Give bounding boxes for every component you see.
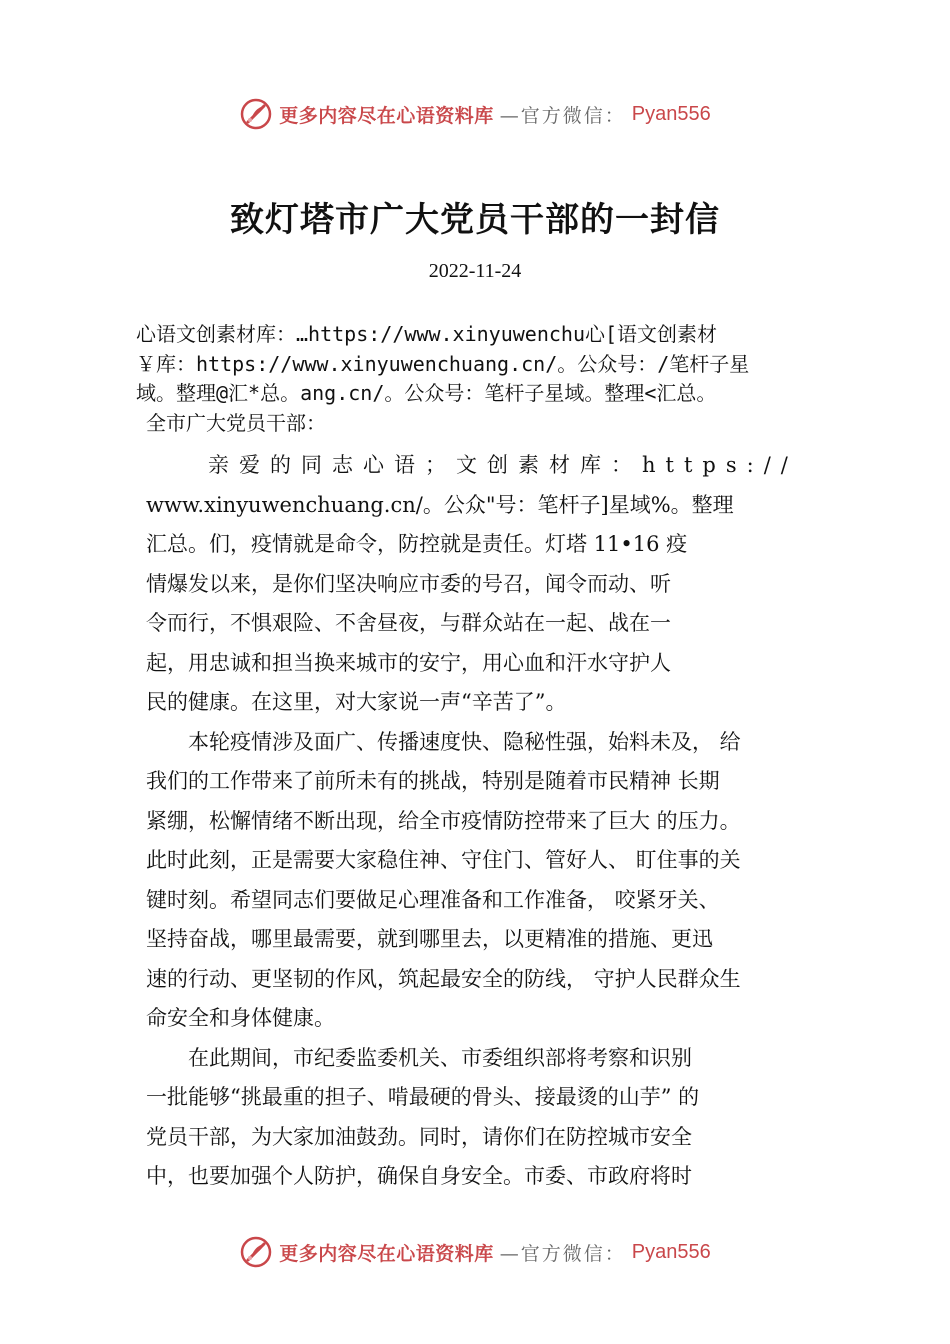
body-line: 此时此刻，正是需要大家稳住神、守住门、管好人、 盯住事的关 [146,848,741,872]
body-line: 一批能够“挑最重的担子、啃最硬的骨头、接最烫的山芋” 的 [146,1085,700,1109]
body-line: 汇总。们，疫情就是命令，防控就是责任。灯塔 11•16 疫 [146,532,688,556]
body-line: 键时刻。希望同志们要做足心理准备和工作准备， 咬紧牙关、 [146,887,720,912]
body-line: 坚持奋战，哪里最需要，就到哪里去，以更精准的措施、更迅 [146,927,713,951]
body-line: 民的健康。在这里，对大家说一声“辛苦了”。 [146,690,567,714]
body-line: 速的行动、更坚韧的作风，筑起最安全的防线， 守护人民群众生 [146,966,741,991]
body-line: 起，用忠诚和担当换来城市的安宁，用心血和汗水守护人 [146,650,671,675]
header-line: ￥库：https://www.xinyuwenchuang.cn/。公众号：/笔杆子星 [136,351,750,376]
body-line: 紧绷，松懈情绪不断出现，给全市疫情防控带来了巨大 的压力。 [146,808,741,833]
banner-wechat-label: —官方微信： [499,1242,626,1265]
body-line: 党员干部，为大家加油鼓劲。同时，请你们在防控城市安全 [146,1124,692,1149]
banner-site-text: 更多内容尽在心语资料库 [279,1242,494,1265]
body-line: 情爆发以来，是你们坚决响应市委的号召，闻令而动、听 [146,571,671,596]
letter-body [146,446,846,1197]
salutation: 全市广大党员干部： [146,410,326,435]
body-line: 命安全和身体健康。 [146,1006,335,1030]
banner-wechat-id: Pyan556 [631,1240,711,1263]
body-line: 亲爱的同志心语；文创素材库：https:// [146,453,798,477]
quill-logo-icon [239,1235,273,1269]
header-line: 心语文创素材库：…https://www.xinyuwenchu心[语文创素材 [136,322,718,346]
banner-wechat-id: Pyan556 [631,102,711,125]
header-banner [0,94,950,134]
banner-wechat-label: —官方微信： [499,104,626,127]
banner-site-text: 更多内容尽在心语资料库 [279,104,494,127]
body-line: 中，也要加强个人防护，确保自身安全。市委、市政府将时 [146,1164,692,1188]
body-line: 令而行，不惧艰险、不舍昼夜，与群众站在一起、战在一 [146,611,671,635]
quill-logo-icon [239,97,273,131]
document-date: 2022-11-24 [428,260,522,282]
footer-banner [0,1232,950,1272]
body-line: 我们的工作带来了前所未有的挑战，特别是随着市民精神 长期 [146,769,720,793]
body-line: www.xinyuwenchuang.cn/。公众"号：笔杆子]星域%。整理 [146,492,734,517]
body-line: 本轮疫情涉及面广、传播速度快、隐秘性强，始料未及， 给 [146,729,741,754]
header-text-block [136,320,841,438]
document-title: 致灯塔市广大党员干部的一封信 [230,200,720,240]
header-line: 域。整理@汇*总。ang.cn/。公众号：笔杆子星域。整理<汇总。 [136,381,717,405]
body-line: 在此期间，市纪委监委机关、市委组织部将考察和识别 [146,1045,692,1070]
